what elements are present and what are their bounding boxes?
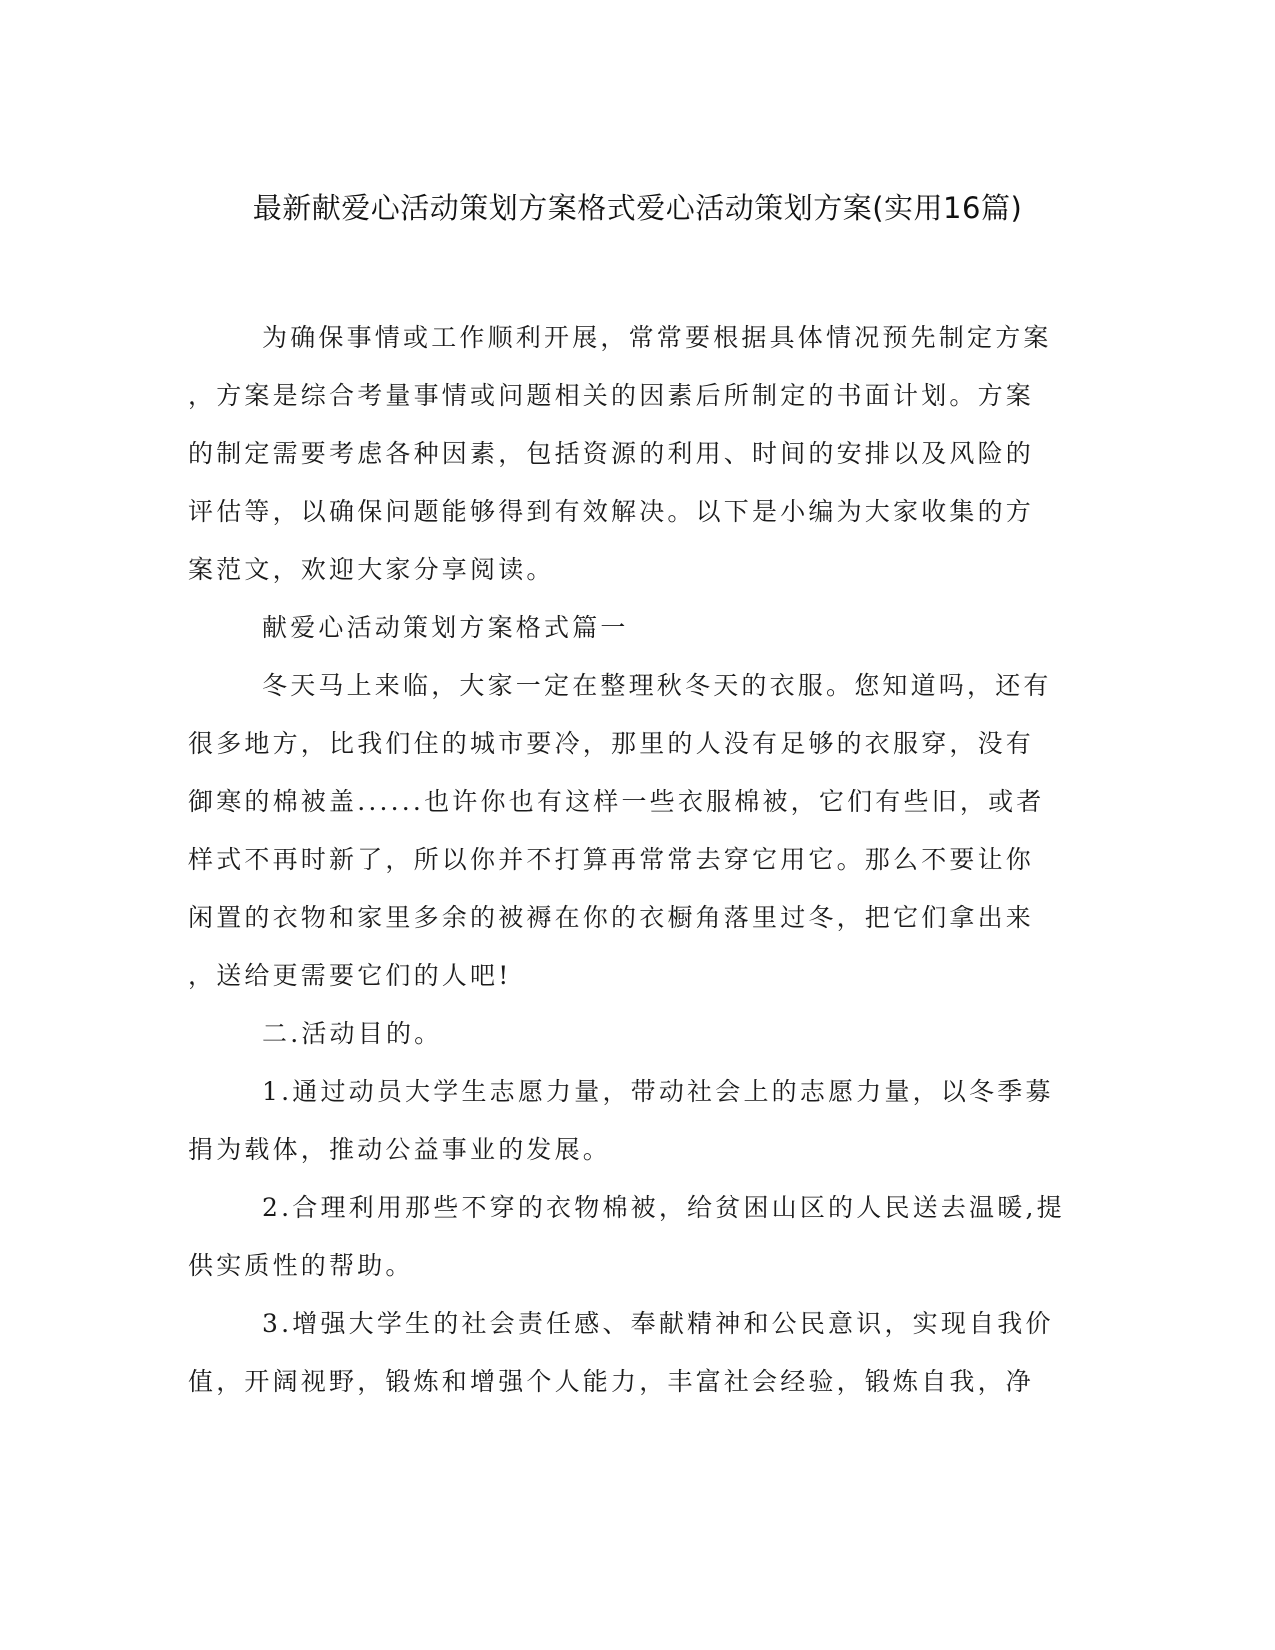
- paragraph-line: 御寒的棉被盖......也许你也有这样一些衣服棉被，它们有些旧，或者: [188, 787, 1045, 816]
- document-title: 最新献爱心活动策划方案格式爱心活动策划方案(实用16篇): [252, 191, 1023, 225]
- list-item-line: 1.通过动员大学生志愿力量，带动社会上的志愿力量，以冬季募: [262, 1077, 1054, 1106]
- section-heading: 二.活动目的。: [262, 1019, 443, 1048]
- paragraph-line: ，送给更需要它们的人吧!: [188, 961, 512, 990]
- paragraph-line: 评估等，以确保问题能够得到有效解决。以下是小编为大家收集的方: [188, 497, 1035, 526]
- list-item-line: 供实质性的帮助。: [188, 1251, 414, 1280]
- paragraph-line: 案范文，欢迎大家分享阅读。: [188, 555, 555, 584]
- list-item-line: 捐为载体，推动公益事业的发展。: [188, 1135, 612, 1164]
- paragraph-line: 的制定需要考虑各种因素，包括资源的利用、时间的安排以及风险的: [188, 439, 1035, 468]
- paragraph-line: 很多地方，比我们住的城市要冷，那里的人没有足够的衣服穿，没有: [188, 729, 1035, 758]
- list-item-line: 2.合理利用那些不穿的衣物棉被，给贫困山区的人民送去温暖,提: [262, 1193, 1065, 1222]
- paragraph-line: 闲置的衣物和家里多余的被褥在你的衣橱角落里过冬，把它们拿出来: [188, 903, 1035, 932]
- list-item-line: 3.增强大学生的社会责任感、奉献精神和公民意识，实现自我价: [262, 1309, 1054, 1338]
- paragraph-line: 为确保事情或工作顺利开展，常常要根据具体情况预先制定方案: [262, 323, 1052, 352]
- paragraph-line: 样式不再时新了，所以你并不打算再常常去穿它用它。那么不要让你: [188, 845, 1035, 874]
- paragraph-line: 冬天马上来临，大家一定在整理秋冬天的衣服。您知道吗，还有: [262, 671, 1052, 700]
- list-item-line: 值，开阔视野，锻炼和增强个人能力，丰富社会经验，锻炼自我，净: [188, 1367, 1035, 1396]
- section-heading: 献爱心活动策划方案格式篇一: [262, 613, 629, 642]
- paragraph-line: ，方案是综合考量事情或问题相关的因素后所制定的书面计划。方案: [188, 381, 1035, 410]
